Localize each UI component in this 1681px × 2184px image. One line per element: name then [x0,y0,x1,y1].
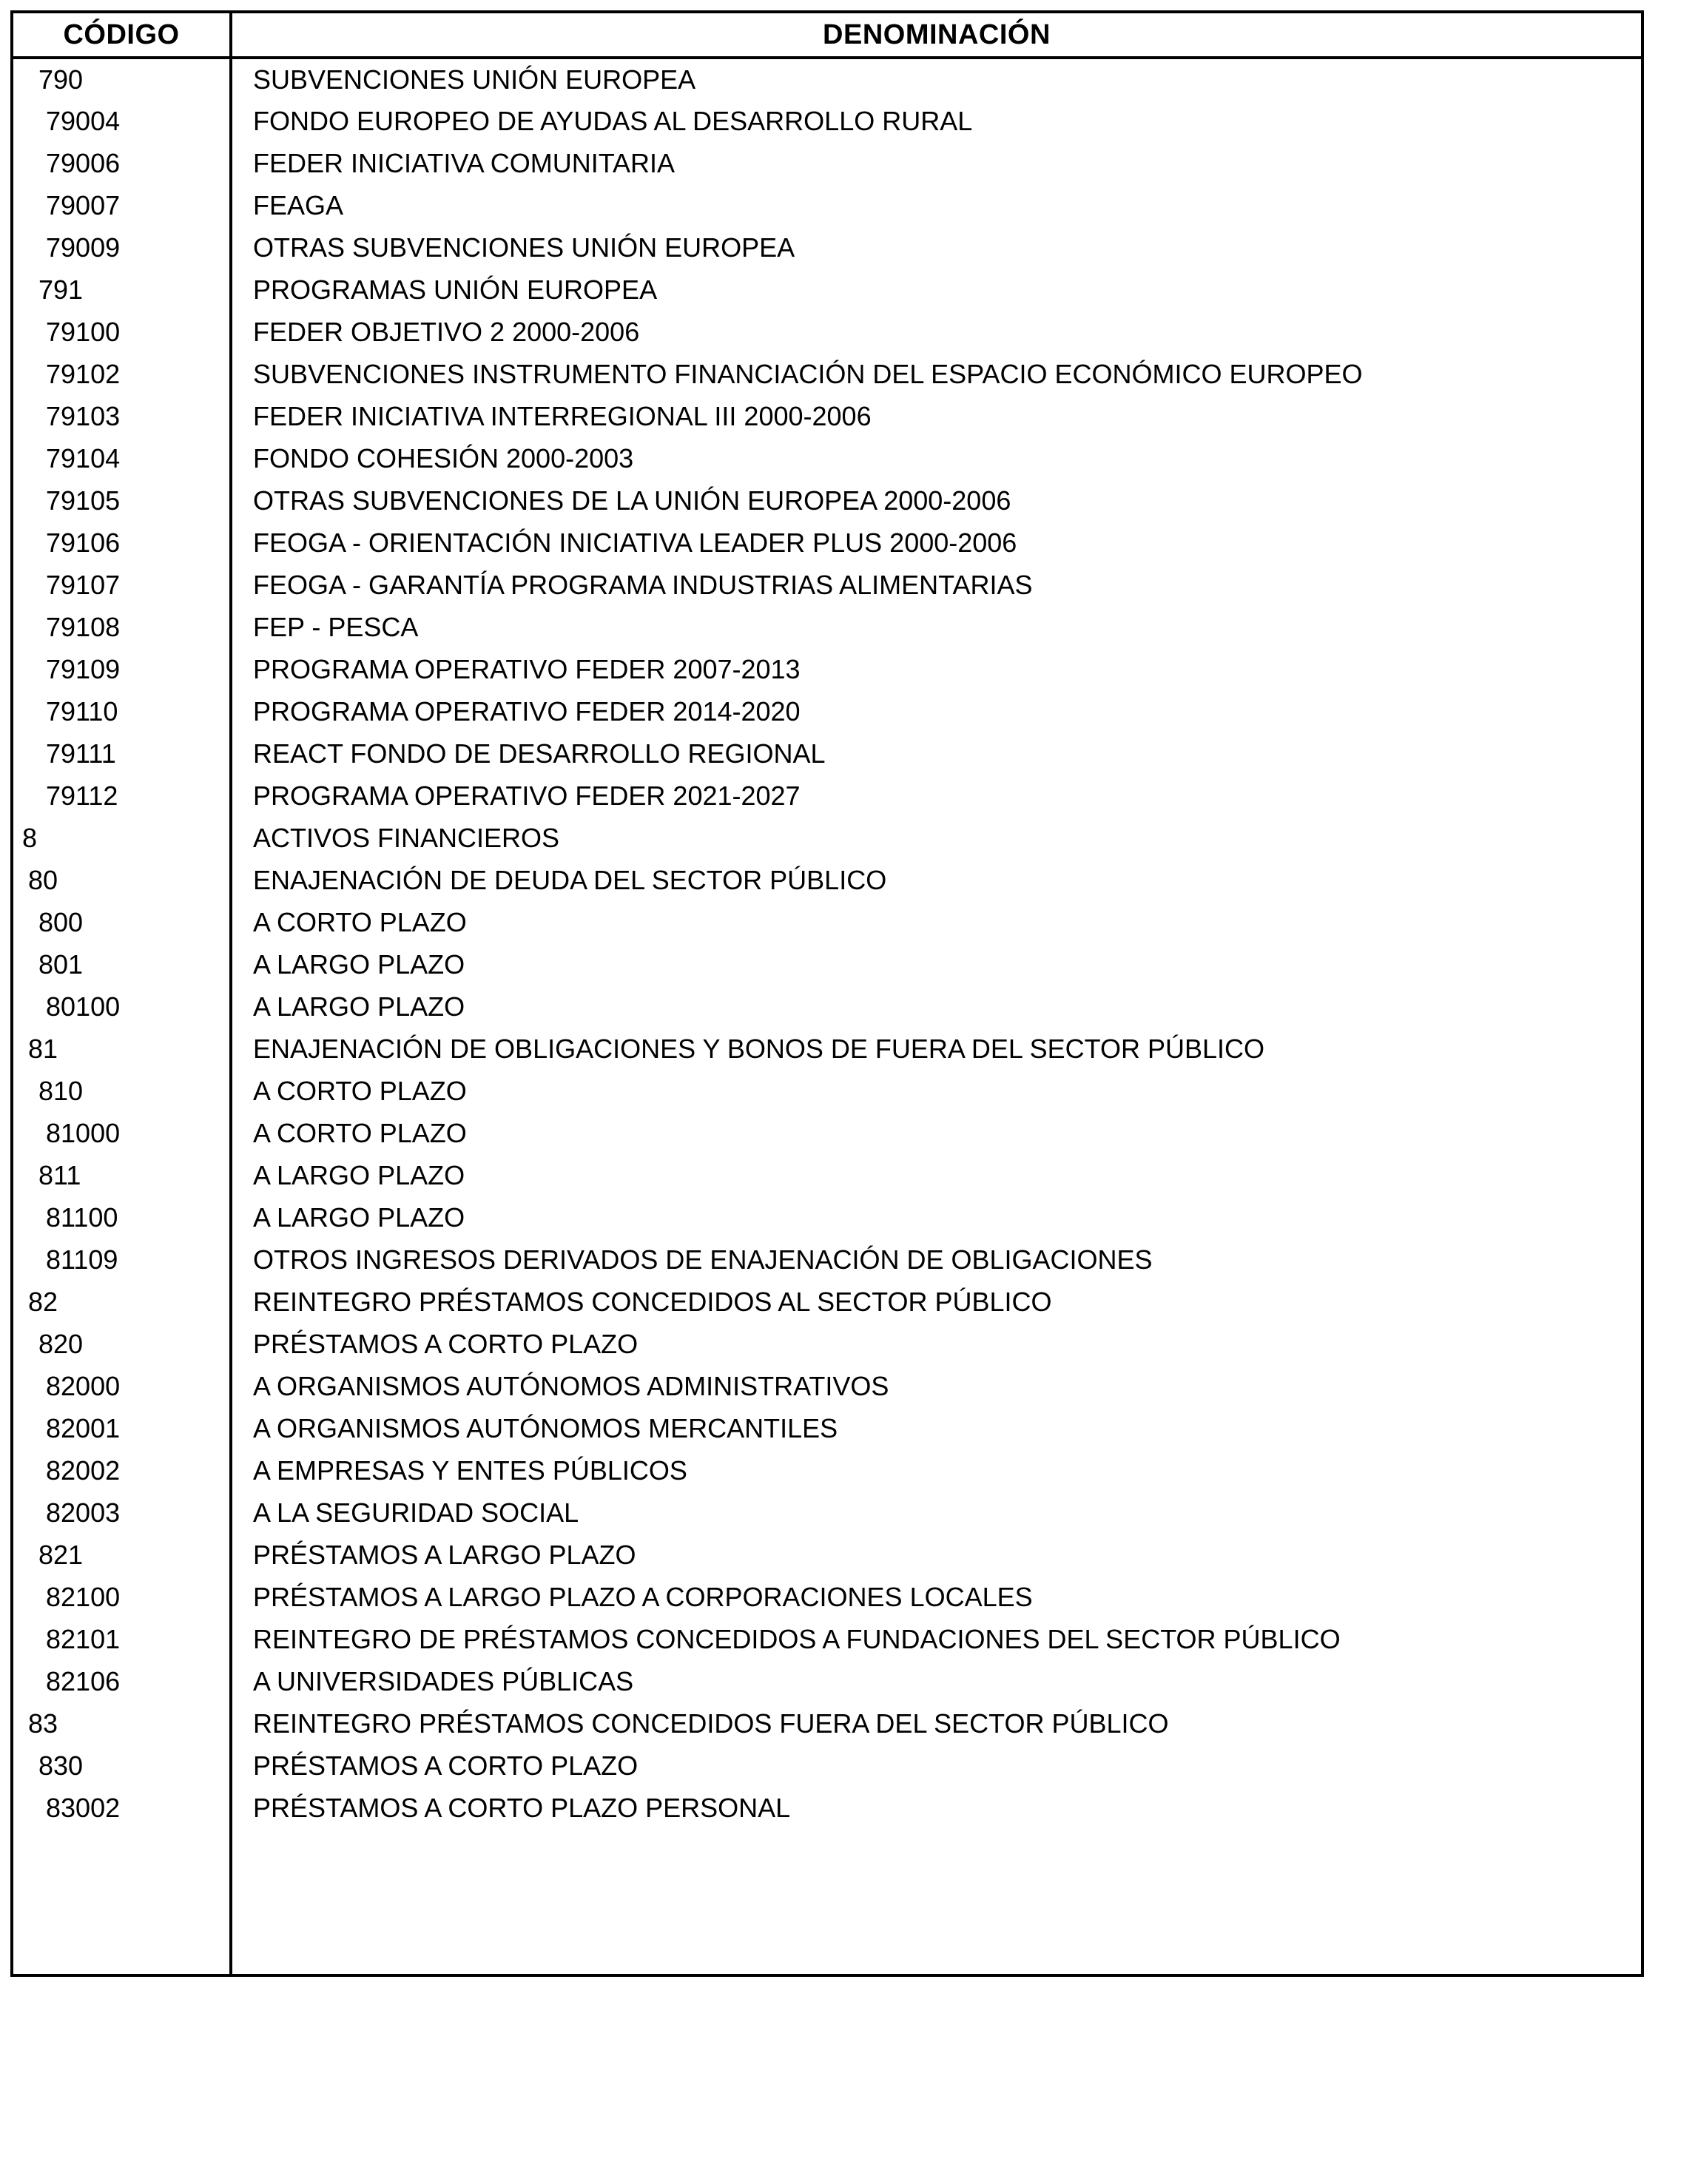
code-cell: 790 [38,64,84,95]
table-row [12,648,1643,690]
denomination-cell: FEDER INICIATIVA INTERREGIONAL III 2000-2006 [231,395,1643,437]
code-cell: 791 [38,274,84,305]
denomination-cell: PROGRAMAS UNIÓN EUROPEA [231,269,1643,311]
denomination-cell: PROGRAMA OPERATIVO FEDER 2007-2013 [231,648,1643,690]
table-row [12,479,1643,522]
denomination-cell: PRÉSTAMOS A LARGO PLAZO A CORPORACIONES LOCALES [231,1576,1643,1618]
denomination-cell: REINTEGRO DE PRÉSTAMOS CONCEDIDOS A FUNDACIONES DEL SECTOR PÚBLICO [231,1618,1643,1660]
table-row [12,1407,1643,1449]
denomination-cell: FEDER OBJETIVO 2 2000-2006 [231,311,1643,353]
code-cell: 79105 [46,485,121,516]
table-row [12,1576,1643,1618]
table-row [12,1365,1643,1407]
code-cell: 8 [22,822,38,853]
denomination-cell: PROGRAMA OPERATIVO FEDER 2014-2020 [231,690,1643,732]
table-row [12,732,1643,775]
denomination-cell: ENAJENACIÓN DE OBLIGACIONES Y BONOS DE FUERA DEL SECTOR PÚBLICO [231,1028,1643,1070]
code-cell: 79103 [46,400,121,431]
table-row [12,943,1643,985]
code-cell: 801 [38,948,84,980]
denomination-cell: ACTIVOS FINANCIEROS [231,817,1643,859]
denomination-cell: SUBVENCIONES INSTRUMENTO FINANCIACIÓN DEL ESPACIO ECONÓMICO EUROPEO [231,353,1643,395]
table-row [12,690,1643,732]
table-row [12,859,1643,901]
code-cell: 800 [38,906,84,937]
table-row [12,353,1643,395]
code-cell: 79009 [46,232,121,263]
denomination-cell: FEAGA [231,184,1643,226]
code-cell: 80100 [46,991,121,1022]
denomination-cell: A CORTO PLAZO [231,901,1643,943]
table-row [12,311,1643,353]
denomination-cell: A LA SEGURIDAD SOCIAL [231,1492,1643,1534]
denomination-cell: SUBVENCIONES UNIÓN EUROPEA [231,58,1643,100]
code-cell: 79107 [46,569,121,600]
table-row [12,184,1643,226]
code-cell: 79110 [46,695,118,727]
denomination-cell: PRÉSTAMOS A LARGO PLAZO [231,1534,1643,1576]
code-cell: 79006 [46,147,121,178]
table-row [12,226,1643,269]
code-cell: 79104 [46,442,121,473]
denomination-cell: FONDO EUROPEO DE AYUDAS AL DESARROLLO RURAL [231,100,1643,142]
denomination-cell: A UNIVERSIDADES PÚBLICAS [231,1660,1643,1702]
table-row [12,985,1643,1028]
code-cell: 79109 [46,653,121,684]
code-cell: 79112 [46,780,118,811]
denomination-cell: REINTEGRO PRÉSTAMOS CONCEDIDOS FUERA DEL SECTOR PÚBLICO [231,1702,1643,1745]
denomination-cell: PRÉSTAMOS A CORTO PLAZO [231,1745,1643,1787]
denomination-cell: OTRAS SUBVENCIONES DE LA UNIÓN EUROPEA 2000-2006 [231,479,1643,522]
code-cell: 810 [38,1075,84,1106]
table-row [12,522,1643,564]
denomination-cell: A ORGANISMOS AUTÓNOMOS ADMINISTRATIVOS [231,1365,1643,1407]
code-cell: 82106 [46,1665,121,1696]
code-cell: 81 [28,1033,58,1064]
denomination-cell: A CORTO PLAZO [231,1070,1643,1112]
table-row [12,437,1643,479]
code-cell: 82003 [46,1497,121,1528]
empty-denomination-cell [231,1829,1643,1975]
denomination-cell: A CORTO PLAZO [231,1112,1643,1154]
table-row [12,1745,1643,1787]
code-cell: 79007 [46,189,121,220]
table-row [12,1070,1643,1112]
denomination-cell: FEOGA - ORIENTACIÓN INICIATIVA LEADER PLUS 2000-2006 [231,522,1643,564]
code-cell: 79111 [46,738,116,769]
codes-table [10,10,1644,1977]
table-row [12,58,1643,100]
table-row [12,395,1643,437]
denomination-cell: PRÉSTAMOS A CORTO PLAZO PERSONAL [231,1787,1643,1829]
table-row [12,1281,1643,1323]
code-cell: 830 [38,1750,84,1781]
table-row [12,901,1643,943]
table-header-row [12,12,1643,58]
denomination-cell: A LARGO PLAZO [231,1154,1643,1196]
code-cell: 82 [28,1286,58,1317]
code-cell: 79108 [46,611,121,642]
code-cell: 82000 [46,1370,121,1401]
column-header-denominacion: DENOMINACIÓN [231,12,1643,58]
document-page [10,10,1644,1977]
table-row [12,1112,1643,1154]
table-row [12,606,1643,648]
denomination-cell: A EMPRESAS Y ENTES PÚBLICOS [231,1449,1643,1492]
denomination-cell: A LARGO PLAZO [231,985,1643,1028]
denomination-cell: FEDER INICIATIVA COMUNITARIA [231,142,1643,184]
code-cell: 82001 [46,1412,121,1443]
table-row [12,100,1643,142]
table-row [12,1787,1643,1829]
table-row [12,1196,1643,1238]
table-row [12,1660,1643,1702]
denomination-cell: OTRAS SUBVENCIONES UNIÓN EUROPEA [231,226,1643,269]
denomination-cell: A LARGO PLAZO [231,943,1643,985]
code-cell: 821 [38,1539,84,1570]
code-cell: 79004 [46,105,121,136]
denomination-cell: PROGRAMA OPERATIVO FEDER 2021-2027 [231,775,1643,817]
table-row [12,1154,1643,1196]
denomination-cell: A ORGANISMOS AUTÓNOMOS MERCANTILES [231,1407,1643,1449]
denomination-cell: A LARGO PLAZO [231,1196,1643,1238]
code-cell: 81000 [46,1117,121,1148]
table-row [12,1028,1643,1070]
code-cell: 81100 [46,1201,118,1233]
denomination-cell: FEP - PESCA [231,606,1643,648]
denomination-cell: ENAJENACIÓN DE DEUDA DEL SECTOR PÚBLICO [231,859,1643,901]
code-cell: 82101 [46,1623,121,1654]
table-row [12,1323,1643,1365]
code-cell: 82100 [46,1581,121,1612]
denomination-cell: FEOGA - GARANTÍA PROGRAMA INDUSTRIAS ALIMENTARIAS [231,564,1643,606]
empty-code-cell [12,1829,231,1975]
code-cell: 81109 [46,1244,118,1275]
column-header-codigo: CÓDIGO [12,12,231,58]
table-row [12,1238,1643,1281]
table-row [12,269,1643,311]
code-cell: 82002 [46,1455,121,1486]
table-row [12,564,1643,606]
table-row [12,1449,1643,1492]
table-row [12,1492,1643,1534]
table-row [12,1618,1643,1660]
denomination-cell: PRÉSTAMOS A CORTO PLAZO [231,1323,1643,1365]
code-cell: 83 [28,1708,58,1739]
code-cell: 79100 [46,316,121,347]
code-cell: 79102 [46,358,121,389]
denomination-cell: REACT FONDO DE DESARROLLO REGIONAL [231,732,1643,775]
denomination-cell: FONDO COHESIÓN 2000-2003 [231,437,1643,479]
code-cell: 83002 [46,1792,121,1823]
table-row [12,1534,1643,1576]
table-row [12,775,1643,817]
code-cell: 820 [38,1328,84,1359]
table-row [12,817,1643,859]
denomination-cell: OTROS INGRESOS DERIVADOS DE ENAJENACIÓN DE OBLIGACIONES [231,1238,1643,1281]
table-row [12,1702,1643,1745]
denomination-cell: REINTEGRO PRÉSTAMOS CONCEDIDOS AL SECTOR PÚBLICO [231,1281,1643,1323]
code-cell: 79106 [46,527,121,558]
table-row [12,142,1643,184]
code-cell: 811 [38,1159,81,1190]
code-cell: 80 [28,864,58,895]
table-empty-space [12,1829,1643,1975]
table-body [12,58,1643,1975]
